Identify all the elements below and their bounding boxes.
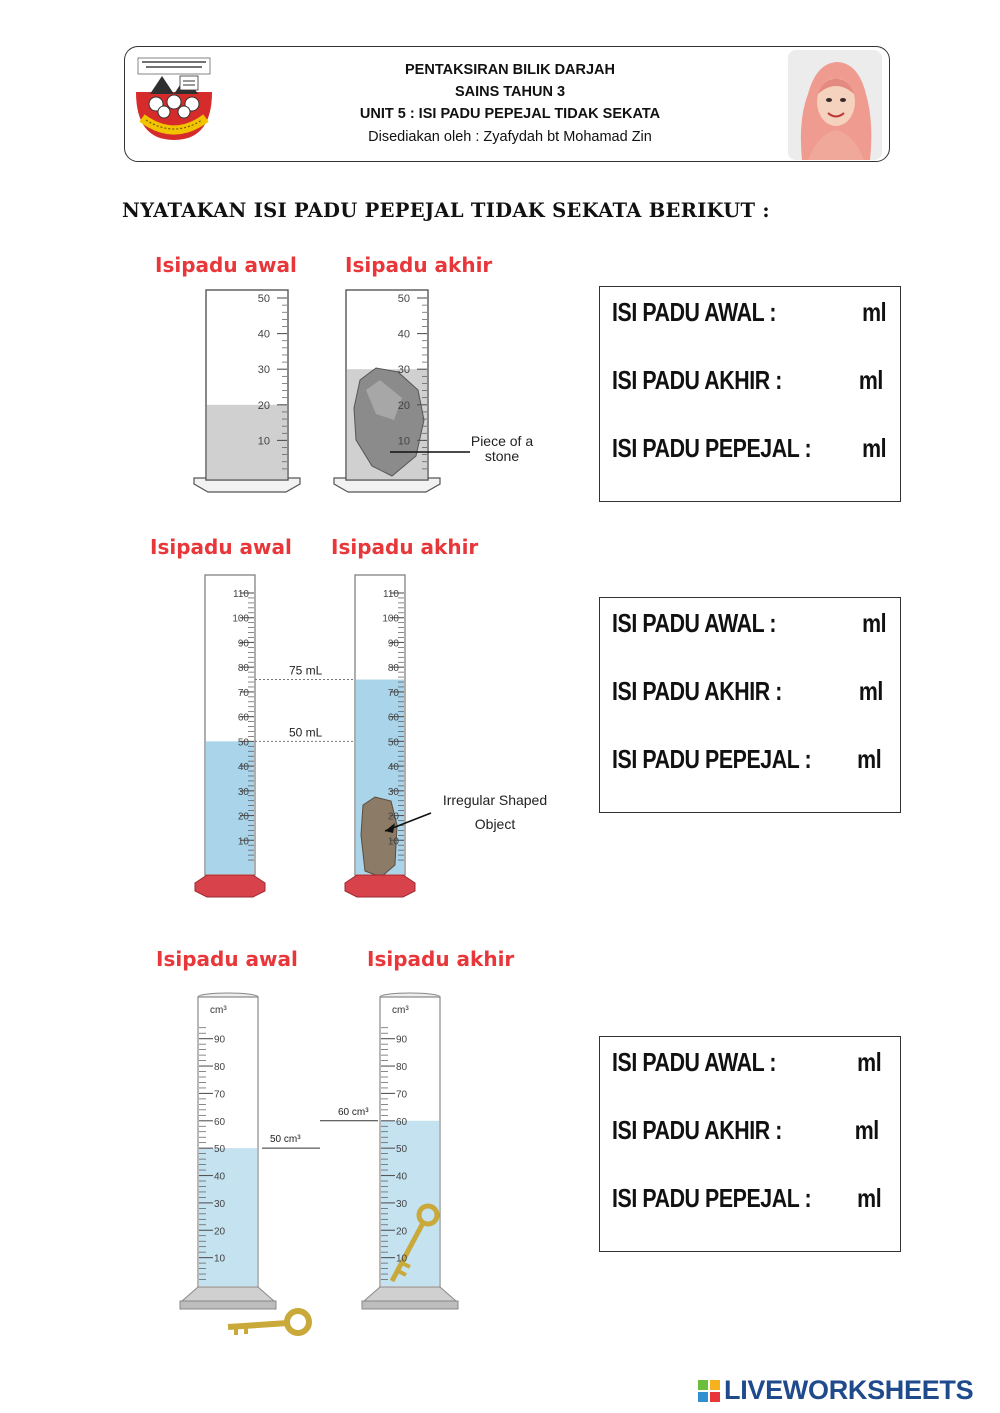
q3-mark-final: 60 cm³: [338, 1106, 369, 1118]
liveworksheets-logo-icon: [697, 1374, 723, 1408]
scale-label: 30: [237, 786, 249, 798]
q3-answer-initial-label: ISI PADU AWAL :: [612, 1047, 777, 1077]
q2-answer-final-unit: ml: [858, 676, 883, 706]
scale-label: 40: [397, 328, 410, 341]
q2-object-label-2: Object: [474, 816, 516, 832]
scale-label: 80: [396, 1062, 408, 1074]
liveworksheets-brand: LIVEWORKSHEETS: [724, 1375, 974, 1405]
scale-label: 10: [396, 1253, 408, 1265]
scale-label: 20: [237, 811, 249, 823]
scale-label: 50: [387, 737, 399, 749]
q2-answer-solid-label: ISI PADU PEPEJAL :: [612, 744, 812, 774]
q3-answer-solid[interactable]: [612, 1183, 882, 1223]
q1-initial-cylinder: [194, 290, 300, 492]
scale-label: 70: [396, 1089, 408, 1101]
header-line-3: UNIT 5 : ISI PADU PEPEJAL TIDAK SEKATA: [359, 106, 661, 122]
scale-label: 90: [396, 1034, 408, 1046]
scale-label: 10: [214, 1253, 226, 1265]
q3-answer-box: [599, 1036, 901, 1252]
q2-answer-solid-unit: ml: [857, 744, 882, 774]
q2-label-final: Isipadu akhir: [331, 535, 479, 559]
q1-initial-water: [207, 405, 287, 479]
scale-label: 80: [387, 663, 399, 675]
q2-answer-final-label: ISI PADU AKHIR :: [612, 676, 782, 706]
scale-label: 90: [237, 638, 249, 650]
q3-answer-final[interactable]: [612, 1115, 879, 1155]
q2-answer-initial[interactable]: [612, 608, 887, 648]
q1-cylinders: [180, 280, 560, 495]
scale-label: 40: [237, 762, 249, 774]
q2-answer-final[interactable]: [612, 676, 883, 716]
scale-label: 40: [214, 1171, 226, 1183]
q2-answer-initial-label: ISI PADU AWAL :: [612, 608, 777, 638]
q1-answer-initial[interactable]: [612, 297, 887, 337]
q3-answer-solid-unit: ml: [857, 1183, 882, 1213]
q2-mark-low: 50 mL: [289, 725, 323, 740]
scale-label: 50: [396, 1144, 408, 1156]
scale-label: 50: [397, 293, 410, 305]
q3-initial-water: [199, 1148, 257, 1286]
header-line-2: SAINS TAHUN 3: [454, 84, 566, 100]
scale-label: 80: [214, 1062, 226, 1074]
q2-cylinders: [185, 565, 565, 905]
scale-label: 70: [214, 1089, 226, 1101]
q2-answer-solid[interactable]: [612, 744, 882, 784]
q1-answer-solid-label: ISI PADU PEPEJAL :: [612, 433, 812, 463]
scale-label: 30: [396, 1198, 408, 1210]
header-line-1: PENTAKSIRAN BILIK DARJAH: [405, 62, 615, 78]
page-heading: NYATAKAN ISI PADU PEPEJAL TIDAK SEKATA BERIKUT :: [122, 199, 770, 222]
q2-object-label-1: Irregular Shaped: [442, 792, 548, 808]
q1-final-cylinder: [334, 290, 470, 492]
scale-label: 70: [237, 687, 249, 699]
scale-label: 30: [397, 364, 410, 377]
scale-label: 60: [214, 1116, 226, 1128]
q1-object-label-2: stone: [484, 448, 520, 464]
q1-answer-box: [599, 286, 901, 502]
q1-answer-final-label: ISI PADU AKHIR :: [612, 365, 782, 395]
scale-label: 40: [257, 328, 270, 341]
q3-mark-initial: 50 cm³: [270, 1134, 301, 1146]
scale-label: 80: [237, 663, 249, 675]
scale-label: 40: [396, 1171, 408, 1183]
q2-answer-initial-unit: ml: [862, 608, 887, 638]
scale-label: 60: [387, 712, 399, 724]
q3-label-final: Isipadu akhir: [367, 947, 515, 971]
q3-answer-initial-unit: ml: [857, 1047, 882, 1077]
q1-answer-final-unit: ml: [858, 365, 883, 395]
scale-label: 110: [383, 589, 399, 600]
scale-label: 100: [382, 613, 399, 625]
q3-cylinders: [170, 985, 490, 1345]
scale-label: 100: [232, 613, 249, 625]
scale-label: 10: [237, 836, 249, 848]
scale-label: 50: [214, 1144, 226, 1156]
scale-label: 20: [397, 399, 410, 412]
q3-answer-final-unit: ml: [854, 1115, 879, 1145]
scale-label: 30: [257, 364, 270, 377]
scale-label: 20: [214, 1226, 226, 1238]
q1-label-final: Isipadu akhir: [345, 253, 493, 277]
scale-label: 10: [257, 435, 270, 448]
scale-label: 30: [387, 786, 399, 798]
q1-answer-initial-unit: ml: [862, 297, 887, 327]
scale-label: 90: [214, 1034, 226, 1046]
q2-answer-box: [599, 597, 901, 813]
scale-label: 110: [233, 589, 249, 600]
header-line-4: Disediakan oleh : Zyafydah bt Mohamad Zin: [368, 129, 652, 145]
scale-label: 20: [396, 1226, 408, 1238]
q1-object-label-1: Piece of a: [470, 433, 534, 449]
q2-mark-high: 75 mL: [289, 663, 323, 678]
q3-initial-unit: cm³: [210, 1005, 227, 1016]
scale-label: 10: [397, 435, 410, 448]
scale-label: 60: [237, 712, 249, 724]
key-icon: [228, 1311, 309, 1335]
q3-final-cylinder: [362, 993, 458, 1309]
q1-answer-final[interactable]: [612, 365, 883, 405]
q1-answer-initial-label: ISI PADU AWAL :: [612, 297, 777, 327]
q3-initial-cylinder: [180, 993, 276, 1309]
scale-label: 40: [387, 762, 399, 774]
q3-answer-initial[interactable]: [612, 1047, 882, 1087]
q3-answer-solid-label: ISI PADU PEPEJAL :: [612, 1183, 812, 1213]
scale-label: 20: [387, 811, 399, 823]
scale-label: 90: [387, 638, 399, 650]
scale-label: 70: [387, 687, 399, 699]
q3-answer-final-label: ISI PADU AKHIR :: [612, 1115, 782, 1145]
q1-answer-solid-unit: ml: [862, 433, 887, 463]
q2-final-cylinder: [345, 575, 415, 897]
scale-label: 50: [237, 737, 249, 749]
q2-initial-cylinder: [195, 575, 265, 897]
q2-label-initial: Isipadu awal: [150, 535, 292, 559]
q1-label-initial: Isipadu awal: [155, 253, 297, 277]
scale-label: 20: [257, 399, 270, 412]
scale-label: 30: [214, 1198, 226, 1210]
q3-label-initial: Isipadu awal: [156, 947, 298, 971]
scale-label: 10: [387, 836, 399, 848]
scale-label: 60: [396, 1116, 408, 1128]
q3-final-unit: cm³: [392, 1005, 409, 1016]
teacher-photo: [788, 50, 882, 160]
scale-label: 50: [257, 293, 270, 305]
school-logo: [128, 52, 220, 144]
q1-answer-solid[interactable]: [612, 433, 887, 473]
